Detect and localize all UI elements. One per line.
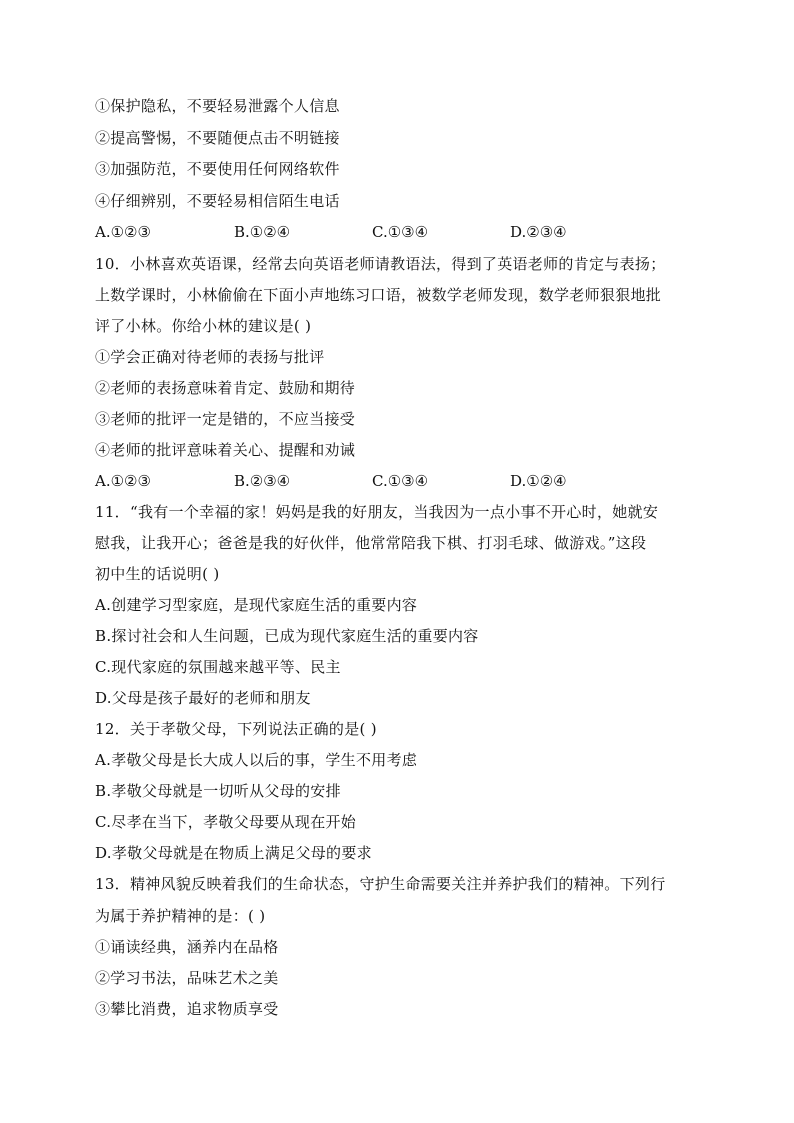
q10-item-3: ③老师的批评一定是错的，不应当接受: [95, 410, 356, 428]
q10-option-b: B.②③④: [234, 472, 291, 490]
q11-option-c: C.现代家庭的氛围越来越平等、民主: [95, 658, 341, 676]
q10-stem-line-2: 上数学课时，小林偷偷在下面小声地练习口语，被数学老师发现，数学老师狠狠地批: [95, 286, 662, 304]
q10-option-d: D.①②④: [510, 472, 567, 490]
q10-item-1: ①学会正确对待老师的表扬与批评: [95, 348, 325, 366]
q10-option-c: C.①③④: [372, 472, 429, 490]
q13-item-2: ②学习书法，品味艺术之美: [95, 969, 279, 987]
q13-item-1: ①诵读经典，涵养内在品格: [95, 938, 279, 956]
q10-item-4: ④老师的批评意味着关心、提醒和劝诫: [95, 441, 356, 459]
q9-item-1: ①保护隐私，不要轻易泄露个人信息: [95, 97, 340, 115]
q11-stem-line-1: 11．“我有一个幸福的家！妈妈是我的好朋友，当我因为一点小事不开心时，她就安: [95, 503, 659, 521]
q9-option-d: D.②③④: [510, 223, 567, 241]
q9-item-3: ③加强防范，不要使用任何网络软件: [95, 160, 340, 178]
q12-option-c: C.尽孝在当下，孝敬父母要从现在开始: [95, 813, 357, 831]
q9-option-a: A.①②③: [95, 223, 151, 241]
q9-option-c: C.①③④: [372, 223, 429, 241]
q9-item-2: ②提高警惕，不要随便点击不明链接: [95, 129, 340, 147]
q12-option-d: D.孝敬父母就是在物质上满足父母的要求: [95, 844, 372, 862]
q11-stem-line-3: 初中生的话说明( ): [95, 565, 220, 583]
q11-option-a: A.创建学习型家庭，是现代家庭生活的重要内容: [95, 596, 418, 614]
q10-option-a: A.①②③: [95, 472, 151, 490]
q13-stem-line-2: 为属于养护精神的是：( ): [95, 907, 266, 925]
q12-option-a: A.孝敬父母是长大成人以后的事，学生不用考虑: [95, 751, 418, 769]
q9-option-b: B.①②④: [234, 223, 291, 241]
q12-stem: 12．关于孝敬父母，下列说法正确的是( ): [95, 720, 377, 738]
q11-option-d: D.父母是孩子最好的老师和朋友: [95, 689, 311, 707]
q10-stem-line-3: 评了小林。你给小林的建议是( ): [95, 317, 312, 335]
q11-option-b: B.探讨社会和人生问题，已成为现代家庭生活的重要内容: [95, 627, 479, 645]
q12-option-b: B.孝敬父母就是一切听从父母的安排: [95, 782, 341, 800]
q13-stem-line-1: 13．精神风貌反映着我们的生命状态，守护生命需要关注并养护我们的精神。下列行: [95, 875, 666, 893]
q11-stem-line-2: 慰我，让我开心；爸爸是我的好伙伴，他常常陪我下棋、打羽毛球、做游戏。”这段: [95, 534, 647, 552]
q9-item-4: ④仔细辨别，不要轻易相信陌生电话: [95, 192, 340, 210]
q10-item-2: ②老师的表扬意味着肯定、鼓励和期待: [95, 379, 356, 397]
q10-stem-line-1: 10．小林喜欢英语课，经常去向英语老师请教语法，得到了英语老师的肯定与表扬；: [95, 255, 666, 273]
q13-item-3: ③攀比消费，追求物质享受: [95, 1000, 279, 1018]
